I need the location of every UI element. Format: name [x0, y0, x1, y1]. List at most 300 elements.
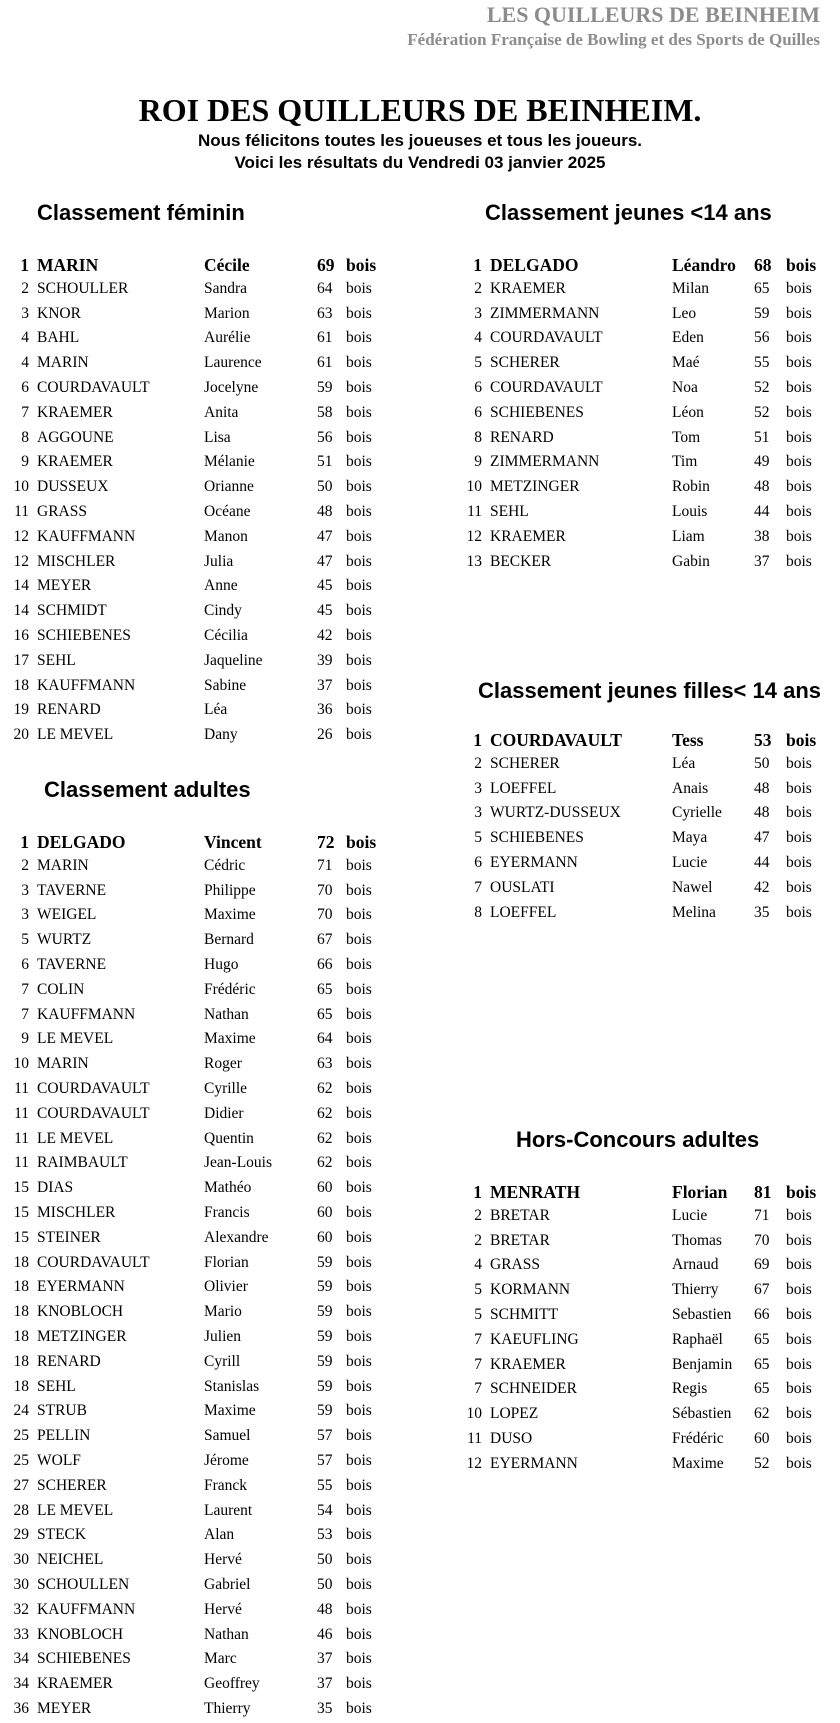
- rank-cell: 7: [474, 878, 482, 896]
- surname-cell: KORMANN: [490, 1281, 571, 1299]
- firstname-cell: Maxime: [204, 906, 256, 924]
- firstname-cell: Bernard: [204, 931, 254, 949]
- score-cell: 71: [317, 856, 333, 874]
- rank-cell: 11: [14, 502, 29, 520]
- surname-cell: BAHL: [37, 329, 80, 347]
- surname-cell: SCHNEIDER: [490, 1380, 577, 1398]
- rank-cell: 8: [474, 428, 482, 446]
- rank-cell: 11: [14, 1154, 29, 1172]
- score-cell: 54: [317, 1501, 333, 1519]
- firstname-cell: Lucie: [672, 1206, 708, 1224]
- rank-cell: 11: [14, 1129, 29, 1147]
- firstname-cell: Stanislas: [204, 1377, 260, 1395]
- surname-cell: NEICHEL: [37, 1551, 104, 1569]
- score-cell: 65: [317, 1005, 333, 1023]
- section-title-feminin: Classement féminin: [37, 200, 245, 225]
- unit-cell: bois: [786, 754, 812, 772]
- firstname-cell: Tom: [672, 428, 701, 446]
- rank-cell: 28: [13, 1501, 29, 1519]
- unit-cell: bois: [346, 255, 377, 275]
- unit-cell: bois: [786, 304, 812, 322]
- firstname-cell: Maxime: [672, 1454, 724, 1472]
- surname-cell: KRAEMER: [37, 453, 113, 471]
- firstname-cell: Maya: [672, 829, 708, 847]
- rank-cell: 3: [474, 304, 482, 322]
- score-cell: 50: [317, 478, 333, 496]
- surname-cell: SCHERER: [490, 754, 560, 772]
- score-cell: 59: [317, 1327, 333, 1345]
- unit-cell: bois: [346, 701, 372, 719]
- score-cell: 59: [317, 1352, 333, 1370]
- score-cell: 52: [754, 403, 770, 421]
- unit-cell: bois: [786, 1256, 812, 1274]
- firstname-cell: Milan: [672, 279, 710, 297]
- score-cell: 57: [317, 1451, 333, 1469]
- firstname-cell: Philippe: [204, 881, 256, 899]
- rank-cell: 5: [21, 931, 29, 949]
- unit-cell: bois: [346, 1253, 372, 1271]
- surname-cell: WURTZ-DUSSEUX: [490, 804, 621, 822]
- firstname-cell: Julien: [204, 1327, 242, 1345]
- surname-cell: LOPEZ: [490, 1405, 539, 1423]
- surname-cell: SCHIEBENES: [490, 403, 584, 421]
- score-cell: 70: [754, 1231, 770, 1249]
- score-cell: 58: [317, 403, 333, 421]
- surname-cell: AGGOUNE: [37, 428, 114, 446]
- rank-cell: 10: [13, 478, 29, 496]
- score-cell: 35: [754, 903, 770, 921]
- unit-cell: bois: [786, 1454, 812, 1472]
- score-cell: 51: [754, 428, 770, 446]
- unit-cell: bois: [346, 1055, 372, 1073]
- unit-cell: bois: [346, 856, 372, 874]
- firstname-cell: Regis: [672, 1380, 708, 1398]
- score-cell: 72: [317, 832, 335, 852]
- score-cell: 64: [317, 279, 333, 297]
- surname-cell: ZIMMERMANN: [490, 304, 600, 322]
- rank-cell: 12: [13, 552, 29, 570]
- score-cell: 50: [317, 1551, 333, 1569]
- score-cell: 69: [754, 1256, 770, 1274]
- firstname-cell: Sebastien: [672, 1305, 732, 1323]
- firstname-cell: Hervé: [204, 1600, 242, 1618]
- rank-cell: 15: [13, 1179, 29, 1197]
- section-title-hors-concours: Hors-Concours adultes: [516, 1127, 760, 1152]
- unit-cell: bois: [346, 354, 372, 372]
- score-cell: 59: [754, 304, 770, 322]
- unit-cell: bois: [786, 255, 817, 275]
- rank-cell: 5: [474, 1281, 482, 1299]
- score-cell: 59: [317, 378, 333, 396]
- firstname-cell: Cédric: [204, 856, 246, 874]
- surname-cell: MISCHLER: [37, 1203, 116, 1221]
- unit-cell: bois: [346, 1327, 372, 1345]
- surname-cell: COURDAVAULT: [37, 378, 150, 396]
- rank-cell: 2: [474, 1206, 482, 1224]
- score-cell: 60: [317, 1203, 333, 1221]
- firstname-cell: Léandro: [672, 255, 736, 275]
- firstname-cell: Cyrille: [204, 1079, 248, 1097]
- firstname-cell: Eden: [672, 329, 704, 347]
- rank-cell: 9: [21, 1030, 29, 1048]
- score-cell: 37: [754, 552, 770, 570]
- section-title-adultes: Classement adultes: [44, 777, 251, 802]
- firstname-cell: Alan: [204, 1526, 235, 1544]
- score-cell: 60: [317, 1179, 333, 1197]
- page-title: ROI DES QUILLEURS DE BEINHEIM.: [138, 92, 702, 128]
- firstname-cell: Jaqueline: [204, 651, 263, 669]
- surname-cell: STECK: [37, 1526, 87, 1544]
- surname-cell: EYERMANN: [490, 853, 578, 871]
- firstname-cell: Roger: [204, 1055, 242, 1073]
- firstname-cell: Noa: [672, 378, 698, 396]
- surname-cell: ZIMMERMANN: [490, 453, 600, 471]
- score-cell: 44: [754, 502, 770, 520]
- unit-cell: bois: [346, 1551, 372, 1569]
- firstname-cell: Laurent: [204, 1501, 253, 1519]
- score-cell: 62: [317, 1154, 333, 1172]
- surname-cell: DUSSEUX: [37, 478, 109, 496]
- unit-cell: bois: [786, 878, 812, 896]
- unit-cell: bois: [346, 1675, 372, 1693]
- section-title-jeunes: Classement jeunes <14 ans: [485, 200, 772, 225]
- score-cell: 48: [754, 779, 770, 797]
- score-cell: 48: [317, 1600, 333, 1618]
- rank-cell: 1: [473, 730, 482, 750]
- firstname-cell: Tess: [672, 730, 704, 750]
- unit-cell: bois: [786, 903, 812, 921]
- unit-cell: bois: [346, 980, 372, 998]
- surname-cell: MENRATH: [490, 1182, 581, 1202]
- firstname-cell: Maxime: [204, 1402, 256, 1420]
- surname-cell: RENARD: [37, 1352, 101, 1370]
- rank-cell: 7: [474, 1355, 482, 1373]
- surname-cell: TAVERNE: [37, 955, 107, 973]
- surname-cell: DELGADO: [37, 832, 126, 852]
- unit-cell: bois: [346, 955, 372, 973]
- surname-cell: SCHMIDT: [37, 602, 107, 620]
- score-cell: 59: [317, 1278, 333, 1296]
- unit-cell: bois: [346, 502, 372, 520]
- surname-cell: SEHL: [37, 1377, 76, 1395]
- surname-cell: LE MEVEL: [37, 1501, 114, 1519]
- rank-cell: 30: [13, 1575, 29, 1593]
- unit-cell: bois: [786, 378, 812, 396]
- unit-cell: bois: [346, 881, 372, 899]
- section-title-filles: Classement jeunes filles< 14 ans: [478, 678, 822, 703]
- unit-cell: bois: [346, 1228, 372, 1246]
- firstname-cell: Olivier: [204, 1278, 248, 1296]
- rank-cell: 5: [474, 1305, 482, 1323]
- score-cell: 49: [754, 453, 770, 471]
- firstname-cell: Cécile: [204, 255, 250, 275]
- rank-cell: 8: [474, 903, 482, 921]
- rank-cell: 6: [474, 403, 482, 421]
- surname-cell: COLIN: [37, 980, 85, 998]
- score-cell: 71: [754, 1206, 770, 1224]
- score-cell: 62: [317, 1129, 333, 1147]
- rank-cell: 5: [474, 354, 482, 372]
- score-cell: 60: [317, 1228, 333, 1246]
- rank-cell: 32: [13, 1600, 29, 1618]
- surname-cell: MARIN: [37, 1055, 89, 1073]
- surname-cell: DIAS: [37, 1179, 74, 1197]
- rank-cell: 18: [13, 1278, 29, 1296]
- unit-cell: bois: [786, 1405, 812, 1423]
- score-cell: 59: [317, 1402, 333, 1420]
- score-cell: 39: [317, 651, 333, 669]
- unit-cell: bois: [346, 552, 372, 570]
- rank-cell: 1: [473, 255, 482, 275]
- score-cell: 37: [317, 1675, 333, 1693]
- unit-cell: bois: [786, 552, 812, 570]
- unit-cell: bois: [346, 1129, 372, 1147]
- rank-cell: 3: [474, 779, 482, 797]
- firstname-cell: Robin: [672, 478, 710, 496]
- score-cell: 38: [754, 527, 770, 545]
- score-cell: 65: [754, 279, 770, 297]
- surname-cell: MARIN: [37, 856, 89, 874]
- score-cell: 56: [317, 428, 333, 446]
- rank-cell: 12: [466, 527, 482, 545]
- rank-cell: 15: [13, 1203, 29, 1221]
- firstname-cell: Julia: [204, 552, 234, 570]
- score-cell: 35: [317, 1699, 333, 1717]
- surname-cell: STEINER: [37, 1228, 101, 1246]
- unit-cell: bois: [786, 1281, 812, 1299]
- firstname-cell: Nathan: [204, 1625, 249, 1643]
- unit-cell: bois: [346, 1501, 372, 1519]
- score-cell: 63: [317, 1055, 333, 1073]
- firstname-cell: Léon: [672, 403, 704, 421]
- unit-cell: bois: [786, 478, 812, 496]
- rank-cell: 10: [13, 1055, 29, 1073]
- rank-cell: 2: [474, 1231, 482, 1249]
- unit-cell: bois: [346, 931, 372, 949]
- unit-cell: bois: [346, 1451, 372, 1469]
- rank-cell: 1: [20, 832, 29, 852]
- score-cell: 47: [754, 829, 770, 847]
- unit-cell: bois: [346, 1352, 372, 1370]
- rank-cell: 18: [13, 1352, 29, 1370]
- score-cell: 67: [317, 931, 333, 949]
- unit-cell: bois: [346, 906, 372, 924]
- surname-cell: LE MEVEL: [37, 1030, 114, 1048]
- surname-cell: SEHL: [490, 502, 529, 520]
- score-cell: 70: [317, 906, 333, 924]
- surname-cell: MISCHLER: [37, 552, 116, 570]
- rank-cell: 14: [13, 577, 29, 595]
- unit-cell: bois: [346, 626, 372, 644]
- rank-cell: 18: [13, 1327, 29, 1345]
- firstname-cell: Mélanie: [204, 453, 255, 471]
- firstname-cell: Nawel: [672, 878, 713, 896]
- rank-cell: 17: [13, 651, 29, 669]
- unit-cell: bois: [346, 1699, 372, 1717]
- unit-cell: bois: [346, 1005, 372, 1023]
- surname-cell: METZINGER: [490, 478, 580, 496]
- firstname-cell: Florian: [204, 1253, 249, 1271]
- unit-cell: bois: [346, 304, 372, 322]
- firstname-cell: Tim: [672, 453, 698, 471]
- unit-cell: bois: [346, 527, 372, 545]
- firstname-cell: Jean-Louis: [204, 1154, 273, 1172]
- rank-cell: 10: [466, 1405, 482, 1423]
- unit-cell: bois: [346, 1203, 372, 1221]
- surname-cell: DUSO: [490, 1429, 533, 1447]
- rank-cell: 11: [467, 502, 482, 520]
- rank-cell: 19: [13, 701, 29, 719]
- rank-cell: 2: [21, 856, 29, 874]
- unit-cell: bois: [346, 676, 372, 694]
- rank-cell: 30: [13, 1551, 29, 1569]
- score-cell: 45: [317, 602, 333, 620]
- firstname-cell: Lisa: [204, 428, 231, 446]
- score-cell: 37: [317, 1650, 333, 1668]
- surname-cell: SCHERER: [490, 354, 560, 372]
- score-cell: 69: [317, 255, 335, 275]
- unit-cell: bois: [346, 1079, 372, 1097]
- score-cell: 62: [754, 1405, 770, 1423]
- surname-cell: RAIMBAULT: [37, 1154, 128, 1172]
- firstname-cell: Sébastien: [672, 1405, 732, 1423]
- rank-cell: 2: [21, 279, 29, 297]
- firstname-cell: Laurence: [204, 354, 262, 372]
- surname-cell: GRASS: [37, 502, 87, 520]
- surname-cell: SCHMITT: [490, 1305, 559, 1323]
- firstname-cell: Orianne: [204, 478, 254, 496]
- rank-cell: 4: [21, 329, 29, 347]
- surname-cell: KNOR: [37, 304, 81, 322]
- surname-cell: COURDAVAULT: [37, 1104, 150, 1122]
- unit-cell: bois: [346, 651, 372, 669]
- firstname-cell: Quentin: [204, 1129, 254, 1147]
- unit-cell: bois: [786, 804, 812, 822]
- unit-cell: bois: [346, 1154, 372, 1172]
- firstname-cell: Marc: [204, 1650, 237, 1668]
- unit-cell: bois: [786, 279, 812, 297]
- firstname-cell: Melina: [672, 903, 716, 921]
- rank-cell: 18: [13, 1303, 29, 1321]
- rank-cell: 9: [474, 453, 482, 471]
- surname-cell: LOEFFEL: [490, 903, 557, 921]
- score-cell: 47: [317, 527, 333, 545]
- score-cell: 51: [317, 453, 333, 471]
- unit-cell: bois: [346, 1278, 372, 1296]
- unit-cell: bois: [786, 1182, 817, 1202]
- score-cell: 81: [754, 1182, 772, 1202]
- score-cell: 42: [317, 626, 333, 644]
- unit-cell: bois: [346, 279, 372, 297]
- firstname-cell: Didier: [204, 1104, 244, 1122]
- score-cell: 63: [317, 304, 333, 322]
- firstname-cell: Cindy: [204, 602, 242, 620]
- score-cell: 52: [754, 378, 770, 396]
- unit-cell: bois: [346, 478, 372, 496]
- unit-cell: bois: [346, 1030, 372, 1048]
- surname-cell: KAUFFMANN: [37, 1600, 136, 1618]
- surname-cell: KAUFFMANN: [37, 1005, 136, 1023]
- score-cell: 67: [754, 1281, 770, 1299]
- firstname-cell: Dany: [204, 726, 238, 744]
- firstname-cell: Frédéric: [672, 1429, 724, 1447]
- firstname-cell: Marion: [204, 304, 250, 322]
- surname-cell: EYERMANN: [37, 1278, 125, 1296]
- firstname-cell: Anais: [672, 779, 709, 797]
- club-name: LES QUILLEURS DE BEINHEIM: [486, 2, 820, 27]
- rank-cell: 1: [20, 255, 29, 275]
- rank-cell: 25: [13, 1451, 29, 1469]
- rank-cell: 34: [13, 1675, 29, 1693]
- firstname-cell: Nathan: [204, 1005, 249, 1023]
- unit-cell: bois: [346, 1600, 372, 1618]
- unit-cell: bois: [346, 726, 372, 744]
- firstname-cell: Geoffrey: [204, 1675, 260, 1693]
- surname-cell: KRAEMER: [37, 403, 113, 421]
- unit-cell: bois: [346, 577, 372, 595]
- rank-cell: 5: [474, 829, 482, 847]
- rank-cell: 3: [21, 304, 29, 322]
- score-cell: 65: [317, 980, 333, 998]
- rank-cell: 3: [21, 906, 29, 924]
- unit-cell: bois: [786, 779, 812, 797]
- rank-cell: 15: [13, 1228, 29, 1246]
- surname-cell: KRAEMER: [490, 527, 566, 545]
- rank-cell: 7: [21, 1005, 29, 1023]
- score-cell: 46: [317, 1625, 333, 1643]
- score-cell: 50: [317, 1575, 333, 1593]
- unit-cell: bois: [786, 428, 812, 446]
- rank-cell: 7: [474, 1330, 482, 1348]
- surname-cell: RENARD: [37, 701, 101, 719]
- score-cell: 55: [754, 354, 770, 372]
- surname-cell: COURDAVAULT: [490, 378, 603, 396]
- firstname-cell: Florian: [672, 1182, 728, 1202]
- firstname-cell: Manon: [204, 527, 248, 545]
- firstname-cell: Frédéric: [204, 980, 256, 998]
- rank-cell: 12: [466, 1454, 482, 1472]
- score-cell: 56: [754, 329, 770, 347]
- unit-cell: bois: [346, 1303, 372, 1321]
- rank-cell: 20: [13, 726, 29, 744]
- rank-cell: 9: [21, 453, 29, 471]
- unit-cell: bois: [786, 1355, 812, 1373]
- firstname-cell: Cyrill: [204, 1352, 241, 1370]
- firstname-cell: Aurélie: [204, 329, 251, 347]
- firstname-cell: Maé: [672, 354, 700, 372]
- score-cell: 52: [754, 1454, 770, 1472]
- unit-cell: bois: [346, 1377, 372, 1395]
- firstname-cell: Mathéo: [204, 1179, 252, 1197]
- rank-cell: 14: [13, 602, 29, 620]
- firstname-cell: Benjamin: [672, 1355, 733, 1373]
- unit-cell: bois: [346, 1575, 372, 1593]
- unit-cell: bois: [346, 1179, 372, 1197]
- rank-cell: 11: [467, 1429, 482, 1447]
- rank-cell: 24: [13, 1402, 29, 1420]
- surname-cell: SCHIEBENES: [490, 829, 584, 847]
- surname-cell: KAUFFMANN: [37, 527, 136, 545]
- firstname-cell: Maxime: [204, 1030, 256, 1048]
- unit-cell: bois: [786, 1330, 812, 1348]
- score-cell: 61: [317, 354, 333, 372]
- firstname-cell: Léa: [204, 701, 228, 719]
- surname-cell: BRETAR: [490, 1231, 550, 1249]
- rank-cell: 11: [14, 1079, 29, 1097]
- firstname-cell: Liam: [672, 527, 705, 545]
- firstname-cell: Leo: [672, 304, 697, 322]
- score-cell: 59: [317, 1253, 333, 1271]
